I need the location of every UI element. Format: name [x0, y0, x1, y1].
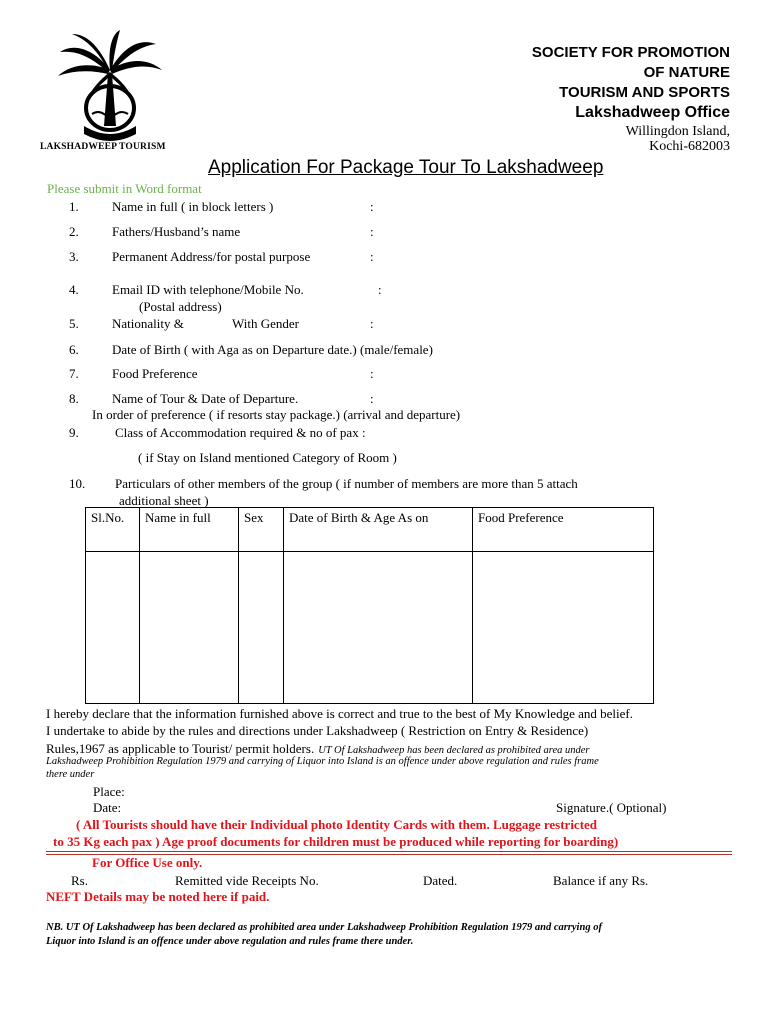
item-number: 4. [69, 282, 79, 297]
org-name-line1: SOCIETY FOR PROMOTION [531, 44, 730, 61]
office-balance-label: Balance if any Rs. [553, 873, 649, 888]
office-rs-label: Rs. [71, 873, 88, 888]
item-label: Name of Tour & Date of Departure. [112, 391, 299, 406]
warning-line2: to 35 Kg each pax ) Age proof documents for children must be produced while reporting for boarding) [53, 834, 619, 849]
item-number: 10. [69, 476, 86, 491]
org-office: Lakshadweep Office [575, 104, 730, 121]
logo-caption: LAKSHADWEEP TOURISM [40, 142, 166, 152]
item-label: Permanent Address/for postal purpose [112, 249, 311, 264]
declaration-line5: there under [46, 769, 95, 780]
item-number: 2. [69, 224, 79, 239]
item-colon: : [378, 282, 382, 297]
page-title: Application For Package Tour To Lakshadweep [208, 157, 604, 178]
declaration-line1: I hereby declare that the information furnished above is correct and true to the best of My Knowledge and belief. [46, 706, 633, 721]
palm-tree-logo-icon [40, 30, 180, 142]
column-header-sex: Sex [239, 508, 284, 552]
table-cell[interactable] [284, 552, 473, 704]
item-label: Name in full ( in block letters ) [112, 199, 274, 214]
table-cell[interactable] [473, 552, 654, 704]
item-label: Email ID with telephone/Mobile No. [112, 282, 304, 297]
table-row [86, 552, 654, 704]
office-dated-label: Dated. [423, 873, 458, 888]
item-colon: : [370, 366, 374, 381]
office-use-heading: For Office Use only. [92, 855, 203, 870]
nb-line1: NB. UT Of Lakshadweep has been declared as prohibited area under Lakshadweep Prohibition Regulation 1979 and carrying of [46, 922, 602, 933]
item-label: Food Preference [112, 366, 198, 381]
item-sub: (Postal address) [139, 299, 222, 314]
item-colon: : [370, 249, 374, 264]
members-table [85, 507, 654, 704]
table-cell[interactable] [86, 552, 140, 704]
date-label: Date: [93, 800, 122, 815]
item-sub: additional sheet ) [119, 493, 209, 508]
item-colon: : [370, 391, 374, 406]
item-label: Class of Accommodation required & no of pax : [115, 425, 366, 440]
item-sub: ( if Stay on Island mentioned Category of Room ) [138, 450, 397, 465]
item-number: 6. [69, 342, 79, 357]
declaration-line2: I undertake to abide by the rules and directions under Lakshadweep ( Restriction on Entry & Residence) [46, 723, 589, 738]
signature-label: Signature.( Optional) [556, 800, 667, 815]
declaration-line4: Lakshadweep Prohibition Regulation 1979 and carrying of Liquor into Island is an offence under above regulation and rules frame [46, 756, 599, 767]
logo [40, 30, 180, 154]
item-label: Particulars of other members of the group ( if number of members are more than 5 attach [115, 476, 578, 491]
table-cell[interactable] [140, 552, 239, 704]
column-header-food: Food Preference [473, 508, 654, 552]
org-name-line3: TOURISM AND SPORTS [559, 84, 730, 101]
org-name-line2: OF NATURE [643, 64, 730, 81]
nb-line2: Liquor into Island is an offence under above regulation and rules frame there under. [46, 936, 414, 947]
place-label: Place: [93, 784, 125, 799]
column-header-slno: Sl.No. [86, 508, 140, 552]
table-header-row [86, 508, 654, 552]
column-header-dob: Date of Birth & Age As on [284, 508, 473, 552]
column-header-name: Name in full [140, 508, 239, 552]
org-address-line1: Willingdon Island, [625, 124, 730, 139]
item-label-gender: With Gender [232, 316, 299, 331]
format-note: Please submit in Word format [47, 181, 202, 196]
item-colon: : [370, 199, 374, 214]
item-number: 1. [69, 199, 79, 214]
table-cell[interactable] [239, 552, 284, 704]
item-number: 5. [69, 316, 79, 331]
item-label: Nationality & [112, 316, 184, 331]
declaration-rules: Rules,1967 as applicable to Tourist/ permit holders. [46, 741, 315, 756]
neft-note: NEFT Details may be noted here if paid. [46, 889, 270, 904]
divider [46, 851, 732, 852]
item-number: 8. [69, 391, 79, 406]
item-number: 3. [69, 249, 79, 264]
item-label: Fathers/Husband’s name [112, 224, 241, 239]
warning-line1: ( All Tourists should have their Individual photo Identity Cards with them. Luggage restricted [76, 817, 598, 832]
office-remitted-label: Remitted vide Receipts No. [175, 873, 319, 888]
org-address-line2: Kochi-682003 [649, 139, 730, 154]
item-colon: : [370, 316, 374, 331]
declaration-prohibition: UT Of Lakshadweep has been declared as prohibited area under [318, 745, 590, 756]
item-colon: : [370, 224, 374, 239]
item-sub: In order of preference ( if resorts stay package.) (arrival and departure) [92, 407, 461, 422]
item-number: 9. [69, 425, 79, 440]
item-label: Date of Birth ( with Aga as on Departure date.) (male/female) [112, 342, 433, 357]
item-number: 7. [69, 366, 79, 381]
